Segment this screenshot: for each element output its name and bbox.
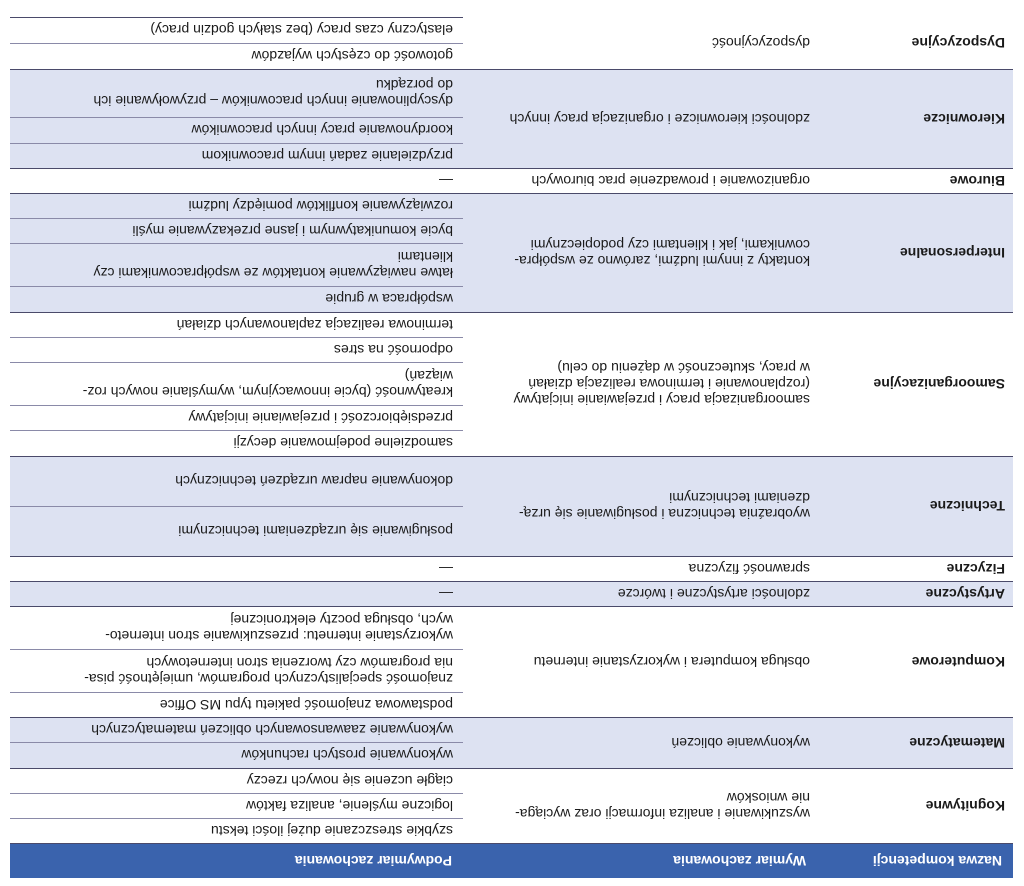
table-row (10, 743, 1013, 769)
behavior-dimension: dyspozycyjność (463, 18, 817, 70)
table-row (10, 819, 1013, 844)
behavior-subdimension: łatwe nawiązywanie kontaktów ze współpracownikami czy klientami (10, 244, 463, 287)
behavior-subdimension: współpraca w grupie (10, 287, 463, 313)
competency-name: Artystyczne (817, 582, 1013, 607)
competency-name: Dyspozycyjne (817, 18, 1013, 70)
behavior-subdimension: samodzielne podejmowanie decyzji (10, 431, 463, 457)
table-row (10, 557, 1013, 582)
behavior-subdimension: rozwiązywanie konfliktów pomiędzy ludźmi (10, 194, 463, 219)
behavior-dimension: organizowanie i prowadzenie prac biurowych (463, 169, 817, 194)
behavior-subdimension: dokonywanie napraw urządzeń technicznych (10, 457, 463, 507)
behavior-dimension: wyszukiwanie i analiza informacji oraz wyciąga- nie wniosków (463, 769, 817, 844)
behavior-subdimension: wykonywanie zaawansowanych obliczeń matematycznych (10, 718, 463, 743)
behavior-subdimension: posługiwanie się urządzeniami technicznymi (10, 507, 463, 557)
competency-name: Kognitywne (817, 769, 1013, 844)
behavior-subdimension: znajomość specjalistycznych programów, umiejętność pisa- nia programów czy tworzenia stron internetowych (10, 650, 463, 693)
behavior-dimension: samoorganizacja pracy i przejawianie inicjatywy (rozplanowanie i terminowa realizacja działań w pracy, skuteczność w dążeniu do celu) (463, 313, 817, 457)
behavior-subdimension: wykonywanie prostych rachunków (10, 743, 463, 769)
table-body (10, 18, 1013, 844)
competency-name: Kierownicze (817, 70, 1013, 169)
behavior-subdimension: podstawowa znajomość pakietu typu MS Office (10, 693, 463, 718)
behavior-subdimension: koordynowanie pracy innych pracowników (10, 118, 463, 144)
behavior-subdimension: — (10, 557, 463, 582)
competency-name: Fizyczne (817, 557, 1013, 582)
table-row (10, 44, 1013, 70)
behavior-subdimension: terminowa realizacja zaplanowanych działań (10, 313, 463, 338)
behavior-subdimension: przedsiębiorczość i przejawianie inicjatywy (10, 406, 463, 431)
table-row (10, 169, 1013, 194)
behavior-subdimension: ciągłe uczenie się nowych rzeczy (10, 769, 463, 794)
table-row (10, 287, 1013, 313)
behavior-subdimension: kreatywność (bycie innowacyjnym, wymyślanie nowych roz- wiązań) (10, 363, 463, 406)
competency-table (10, 17, 1013, 878)
competency-name: Komputerowe (817, 607, 1013, 718)
table-row (10, 507, 1013, 557)
table-row (10, 693, 1013, 718)
behavior-dimension: zdolności kierownicze i organizacja pracy innych (463, 70, 817, 169)
competency-name: Techniczne (817, 457, 1013, 557)
behavior-subdimension: odporność na stres (10, 338, 463, 363)
behavior-subdimension: gotowość do częstych wyjazdów (10, 44, 463, 70)
behavior-dimension: sprawność fizyczna (463, 557, 817, 582)
behavior-subdimension: szybkie streszczanie dużej ilości tekstu (10, 819, 463, 844)
competency-name: Biurowe (817, 169, 1013, 194)
header-behavior-dimension: Wymiar zachowania (463, 844, 817, 879)
behavior-subdimension: przydzielanie zadań innym pracownikom (10, 144, 463, 169)
behavior-dimension: obsługa komputera i wykorzystanie internetu (463, 607, 817, 718)
behavior-subdimension: elastyczny czas pracy (bez stałych godzin pracy) (10, 18, 463, 44)
header-behavior-subdimension: Podwymiar zachowania (10, 844, 463, 879)
behavior-subdimension: logiczne myślenie, analiza faktów (10, 794, 463, 819)
table-row (10, 582, 1013, 607)
table-row (10, 144, 1013, 169)
behavior-dimension: kontakty z innymi ludźmi, zarówno ze współpra- cownikami, jak i klientami czy podopiecznymi (463, 194, 817, 313)
table-row (10, 431, 1013, 457)
behavior-subdimension: wykorzystanie internetu: przeszukiwanie stron interneto- wych, obsługa poczty elektronicznej (10, 607, 463, 650)
behavior-subdimension: — (10, 582, 463, 607)
header-competency-name: Nazwa kompetencji (817, 844, 1013, 879)
competency-name: Matematyczne (817, 718, 1013, 769)
behavior-dimension: zdolności artystyczne i twórcze (463, 582, 817, 607)
behavior-subdimension: bycie komunikatywnym i jasne przekazywanie myśli (10, 219, 463, 244)
behavior-dimension: wykonywanie obliczeń (463, 718, 817, 769)
behavior-subdimension: — (10, 169, 463, 194)
behavior-subdimension: dyscyplinowanie innych pracowników – przywoływanie ich do porządku (10, 70, 463, 118)
competency-name: Interpersonalne (817, 194, 1013, 313)
table-header-row (10, 844, 1013, 879)
competency-name: Samoorganizacyjne (817, 313, 1013, 457)
behavior-dimension: wyobraźnia techniczna i posługiwanie się urzą- dzeniami technicznymi (463, 457, 817, 557)
